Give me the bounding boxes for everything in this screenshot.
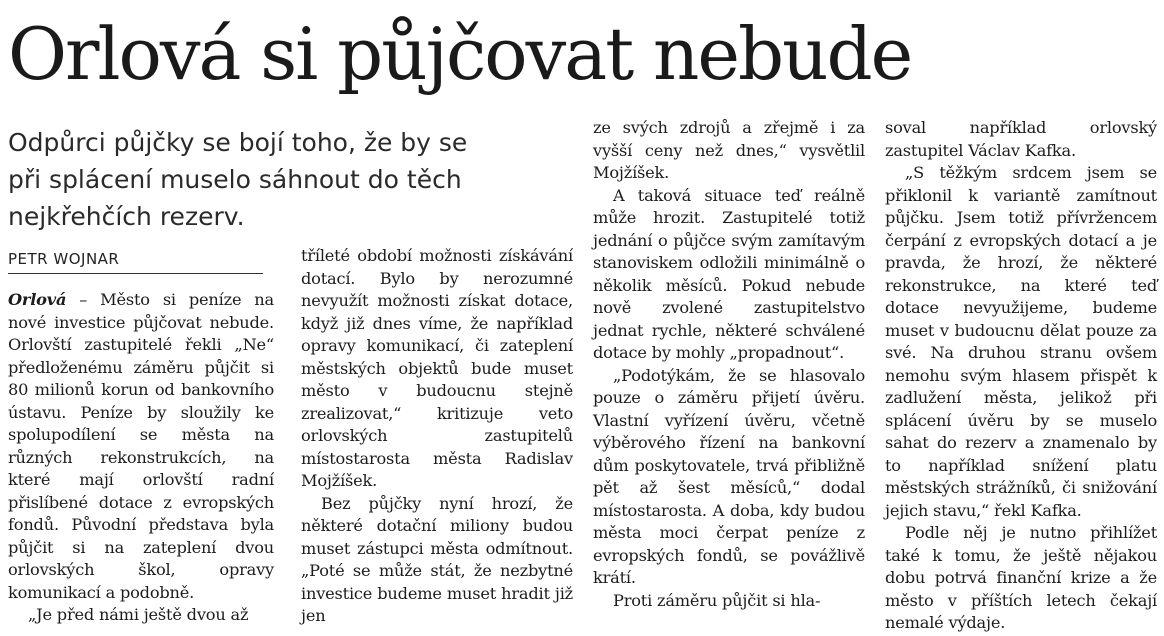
paragraph: Proti záměru půjčit si hla-: [613, 590, 821, 610]
article-column-4: [885, 117, 1157, 635]
paragraph: A taková situace teď reálně může hrozit. Zastupitelé totiž jednání o půjčce svým zamítavým stanoviskem odložili minimálně o několik měsíců. Pokud nebude nově zvolené zastupitelstvo jednat rychle, některé schválené dotace by mohly „propadnout“.: [593, 185, 865, 362]
subheadline-line: nejkřehčích rezerv.: [8, 202, 245, 231]
paragraph-text: – Město si peníze na nové investice půjčovat nebude. Orlovští zastupitelé řekli „Ne“ předloženému záměru půjčit si 80 milionů korun od bankovního ústavu. Peníze by sloužily ke spolupodílení se města na různých rekonstrukcích, na které mají orlovští radní přislíbené dotace z evropských fondů. Původní představa byla půjčit si na zateplení dvou orlovských škol, opravy komunikací a podobně.: [8, 290, 274, 602]
byline: PETR WOJNAR: [8, 250, 263, 274]
paragraph: Bez půjčky nyní hrozí, že některé dotační miliony budou muset zástupci města odmítnout. „Poté se může stát, že nezbytné investice budeme muset hradit již jen: [301, 493, 573, 625]
paragraph: ze svých zdrojů a zřejmě i za vyšší ceny než dnes,“ vysvětlil Mojžíšek.: [593, 118, 865, 182]
subheadline-line: při splácení muselo sáhnout do těch: [8, 165, 462, 194]
paragraph: Podle něj je nutno přihlížet také k tomu, že ještě nějakou dobu potrvá finanční krize a že město v příštích letech čekají nemalé výdaje.: [885, 523, 1157, 632]
paragraph: tříleté období možnosti získávání dotací. Bylo by nerozumné nevyužít možnosti získat dotace, když již dnes víme, že například opravy komunikací, či zateplení městských objektů bude muset město v budoucnu stejně zrealizovat,“ kritizuje veto orlovských zastupitelů místostarosta města Radislav Mojžíšek.: [301, 246, 573, 490]
headline: Orlová si půjčovat nebude: [8, 12, 912, 96]
paragraph: „Je před námi ještě dvou až: [28, 605, 249, 624]
subheadline-line: Odpůrci půjčky se bojí toho, že by se: [8, 128, 468, 157]
paragraph: soval například orlovský zastupitel Václav Kafka.: [885, 118, 1157, 160]
paragraph: [8, 289, 274, 604]
paragraph: „Podotýkám, že se hlasovalo pouze o záměru přijetí úvěru. Vlastní vyřízení úvěru, včetně výběrového řízení na bankovní dům poskytovatele, trvá přibližně pět až šest měsíců,“ dodal místostarosta. A doba, kdy budou města moci čerpat peníze z evropských fondů, se povážlivě krátí.: [593, 365, 865, 587]
article-column-1: [8, 289, 274, 627]
article-column-3: [593, 117, 865, 612]
place-name: Orlová: [8, 290, 67, 309]
article-column-2: [301, 245, 573, 628]
subheadline: [8, 124, 508, 235]
paragraph: „S těžkým srdcem jsem se přiklonil k variantě zamítnout půjčku. Jsem totiž přívržencem čerpání z evropských dotací a je pravda, že hrozí, že některé rekonstrukce, na které teď dotace nevyužijeme, budeme muset v budoucnu dělat pouze za své. Na druhou stranu ovšem nemohu svým hlasem přispět k zadlužení města, jelikož při splácení úvěru by se muselo sahat do rezerv a znamenalo by to například snížení platu městských strážníků, či snižování jejich stavu,“ řekl Kafka.: [885, 163, 1157, 520]
